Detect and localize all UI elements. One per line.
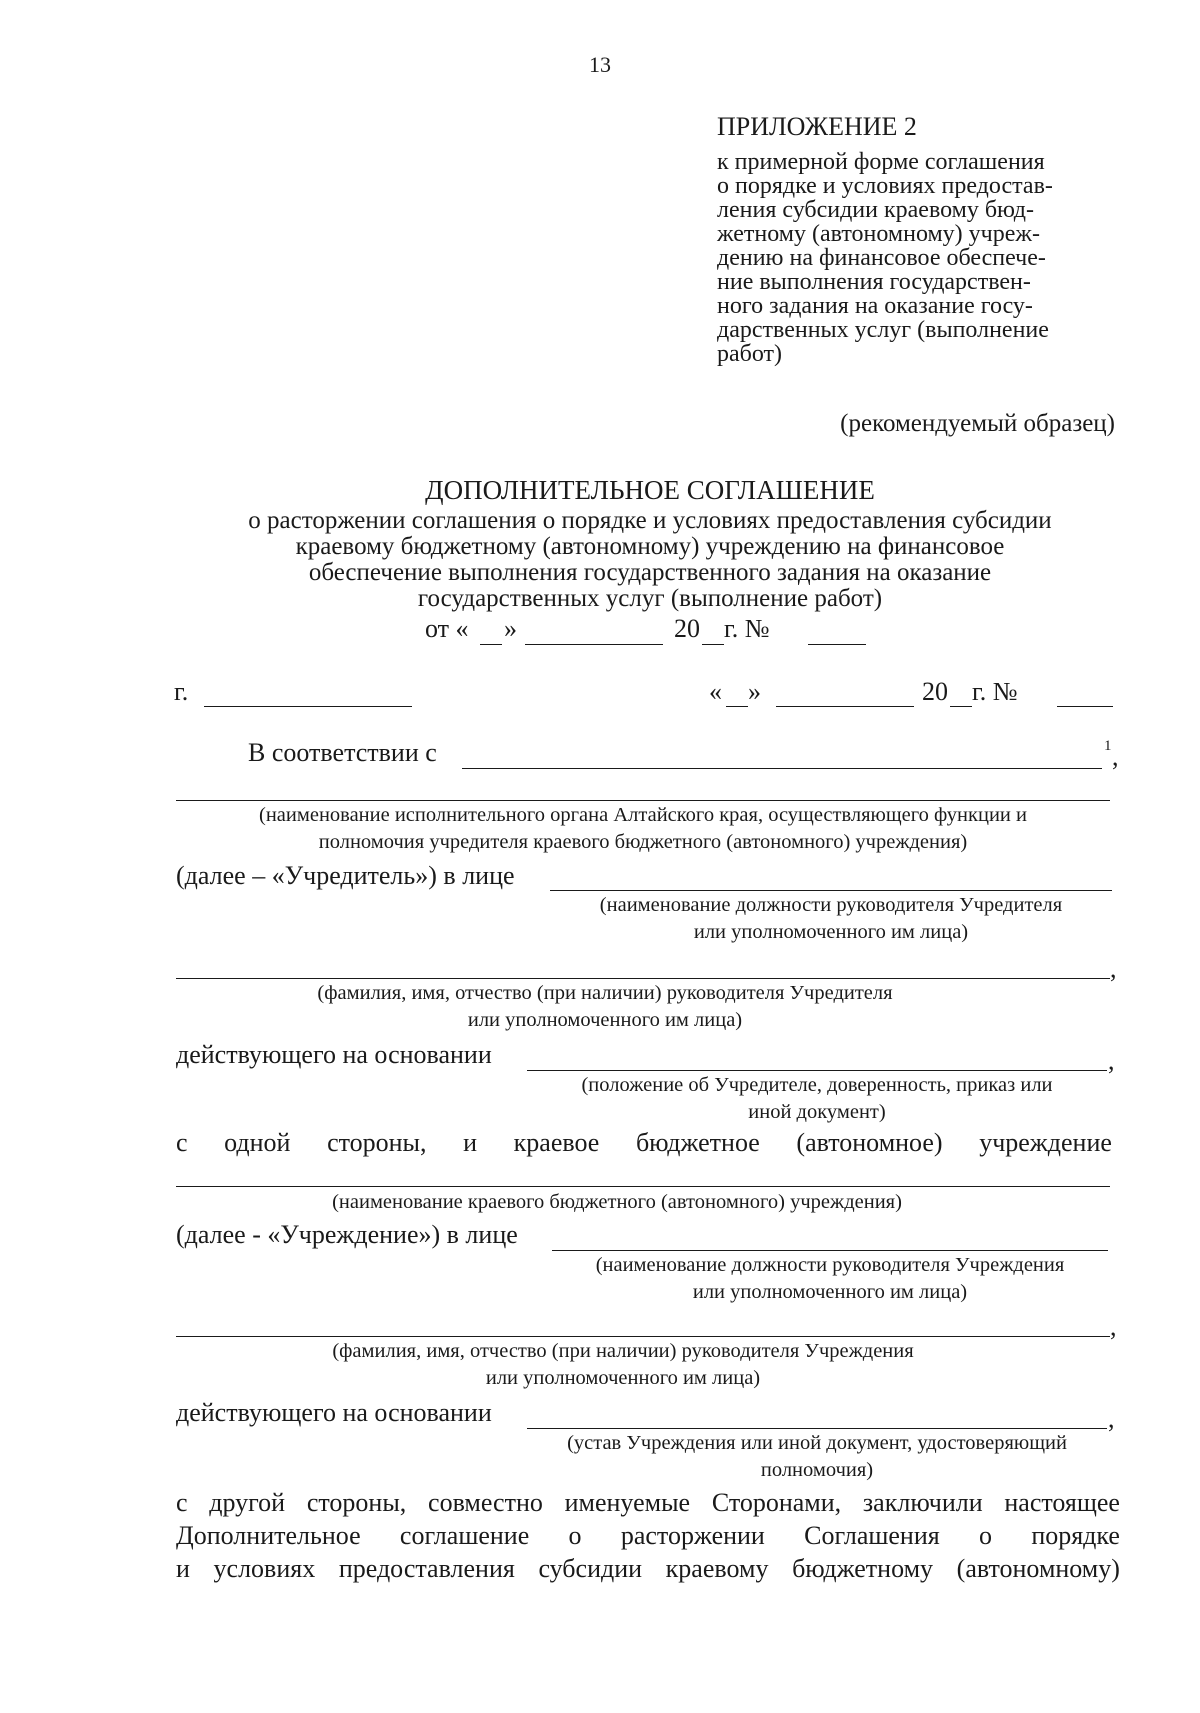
place-year-prefix: 20 [922, 677, 948, 706]
date-day-blank[interactable] [480, 644, 502, 645]
appendix-line: работ) [717, 341, 783, 367]
place-quote-close: » [748, 677, 761, 706]
closing-line-2: Дополнительное соглашение о расторжении Соглашения о порядке [176, 1521, 1120, 1550]
note-founder-org: (наименование исполнительного органа Алтайского края, осуществляющего функции и полномочия учредителя краевого бюджетного (автономного) учреждения) [259, 804, 1027, 853]
sample-label: (рекомендуемый образец) [840, 410, 1115, 437]
place-month-blank[interactable] [776, 706, 914, 707]
founder-position-blank[interactable] [550, 890, 1112, 891]
note-institution-position: (наименование должности руководителя Учреждения или уполномоченного им лица) [595, 1254, 1065, 1303]
subtitle-line: обеспечение выполнения государственного задания на оказание [308, 559, 992, 586]
appendix-line: дению на финансовое обеспече- [717, 245, 1046, 271]
subtitle-line: краевому бюджетному (автономному) учреждению на финансовое [295, 533, 1005, 560]
founder-fio-comma: , [1110, 954, 1117, 983]
city-prefix: г. [174, 677, 189, 706]
date-quote-close: » [504, 614, 517, 643]
founder-acting-basis: действующего на основании [176, 1040, 492, 1069]
institution-basis-comma: , [1108, 1404, 1115, 1433]
institution-basis-blank[interactable] [527, 1428, 1107, 1429]
subtitle-line: государственных услуг (выполнение работ) [417, 585, 883, 612]
institution-fio-blank[interactable] [176, 1336, 1110, 1337]
institution-fio-comma: , [1110, 1312, 1117, 1341]
place-number-label: г. № [972, 677, 1018, 706]
accordance-comma: , [1112, 742, 1119, 771]
place-number-blank[interactable] [1057, 706, 1113, 707]
date-year-blank[interactable] [702, 644, 724, 645]
closing-line-3: и условиях предоставления субсидии краевому бюджетному (автономному) [176, 1554, 1120, 1583]
institution-name-blank[interactable] [176, 1186, 1110, 1187]
date-number-blank[interactable] [808, 644, 866, 645]
founder-org-blank[interactable] [176, 800, 1110, 801]
closing-line-1: с другой стороны, совместно именуемые Сторонами, заключили настоящее [176, 1488, 1120, 1517]
date-number-label: г. № [724, 614, 770, 643]
appendix-line: о порядке и условиях предостав- [717, 173, 1053, 199]
date-ot: от « [425, 614, 469, 643]
date-year-prefix: 20 [674, 614, 700, 643]
note-founder-fio: (фамилия, имя, отчество (при наличии) руководителя Учредителя или уполномоченного им лица) [317, 982, 893, 1031]
date-month-blank[interactable] [525, 644, 663, 645]
appendix-line: к примерной форме соглашения [717, 149, 1045, 175]
note-institution-basis: (устав Учреждения или иной документ, удостоверяющий полномочия) [567, 1432, 1067, 1481]
place-year-blank[interactable] [950, 706, 972, 707]
appendix-line: жетному (автономному) учреж- [717, 221, 1040, 247]
appendix-title: ПРИЛОЖЕНИЕ 2 [717, 112, 917, 141]
founder-basis-blank[interactable] [527, 1070, 1107, 1071]
page-number: 13 [589, 52, 611, 77]
institution-person-text: (далее - «Учреждение») в лице [176, 1220, 518, 1249]
subtitle-line: о расторжении соглашения о порядке и условиях предоставления субсидии [248, 507, 1052, 534]
one-side-line: с одной стороны, и краевое бюджетное (автономное) учреждение [176, 1128, 1112, 1157]
appendix-line: ного задания на оказание госу- [717, 293, 1033, 319]
note-institution-name: (наименование краевого бюджетного (автономного) учреждения) [332, 1191, 902, 1213]
founder-basis-comma: , [1108, 1046, 1115, 1075]
institution-acting-basis: действующего на основании [176, 1398, 492, 1427]
note-institution-fio: (фамилия, имя, отчество (при наличии) руководителя Учреждения или уполномоченного им лица) [332, 1340, 914, 1389]
appendix-line: ние выполнения государствен- [717, 269, 1031, 295]
appendix-line: дарственных услуг (выполнение [717, 317, 1049, 343]
appendix-line: ления субсидии краевому бюд- [717, 197, 1034, 223]
founder-fio-blank[interactable] [176, 978, 1110, 979]
place-day-blank[interactable] [726, 706, 748, 707]
accordance-text: В соответствии с [248, 738, 437, 767]
note-founder-basis: (положение об Учредителе, доверенность, приказ или иной документ) [581, 1074, 1053, 1123]
document-title: ДОПОЛНИТЕЛЬНОЕ СОГЛАШЕНИЕ [425, 475, 875, 505]
accordance-blank[interactable] [462, 768, 1102, 769]
institution-position-blank[interactable] [552, 1250, 1108, 1251]
note-founder-position: (наименование должности руководителя Учредителя или уполномоченного им лица) [599, 894, 1063, 943]
founder-person-text: (далее – «Учредитель») в лице [176, 861, 515, 890]
footnote-mark: 1 [1104, 738, 1112, 754]
place-quote-open: « [709, 677, 722, 706]
city-blank[interactable] [204, 706, 412, 707]
